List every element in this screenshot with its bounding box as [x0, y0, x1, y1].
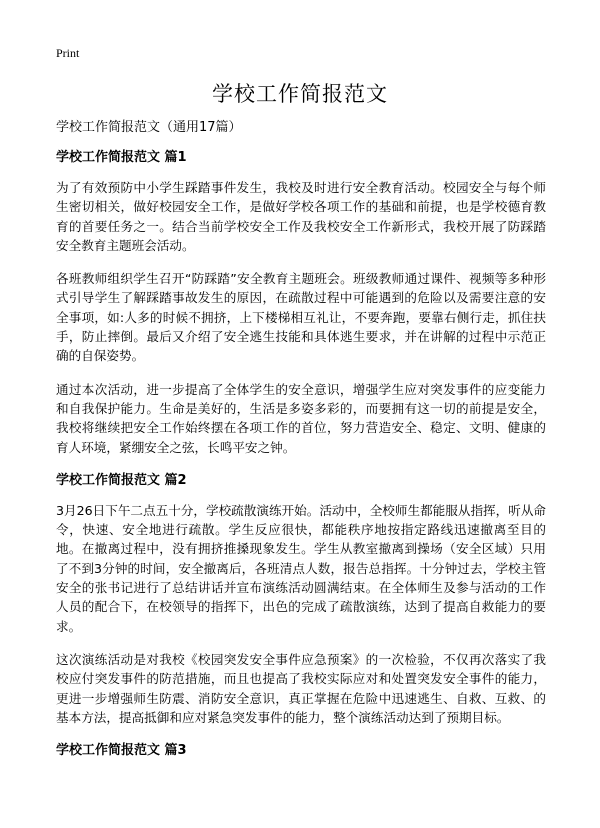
paragraph: 为了有效预防中小学生踩踏事件发生，我校及时进行安全教育活动。校园安全与每个师生密切相关，做好校园安全工作，是做好学校各项工作的基础和前提，也是学校德育教育的首要任务之一。结合当前学校安全工作及我校安全工作新形式，我校开展了防踩踏安全教育主题班会活动。	[56, 180, 546, 253]
document-body	[56, 118, 546, 771]
print-label: Print	[56, 46, 80, 60]
section-heading: 学校工作简报范文 篇1	[56, 150, 187, 165]
paragraph: 各班教师组织学生召开“防踩踏”安全教育主题班会。班级教师通过课件、视频等多种形式引导学生了解踩踏事故发生的原因，在疏散过程中可能遇到的危险以及需要注意的安全事项，如:人多的时候不拥挤，上下楼梯相互礼让，不要奔跑，要靠右侧行走，抓住扶手，防止摔倒。最后又介绍了安全逃生技能和具体逃生要求，并在讲解的过程中示范正确的自保姿势。	[56, 271, 546, 364]
paragraph: 这次演练活动是对我校《校园突发安全事件应急预案》的一次检验，不仅再次落实了我校应付突发事件的防范措施，而且也提高了我校实际应对和处置突发安全事件的能力，更进一步增强师生防震、消防安全意识，真正掌握在危险中迅速逃生、自救、互救、的基本方法，提高抵御和应对紧急突发事件的能力，整个演练活动达到了预期目标。	[56, 651, 546, 725]
document-title: 学校工作简报范文	[212, 82, 388, 106]
document-subtitle: 学校工作简报范文（通用17篇）	[56, 120, 242, 135]
section-heading: 学校工作简报范文 篇3	[56, 743, 187, 759]
paragraph: 通过本次活动，进一步提高了全体学生的安全意识，增强学生应对突发事件的应变能力和自我保护能力。生命是美好的，生活是多姿多彩的，而要拥有这一切的前提是安全，我校将继续把安全工作始终摆在各项工作的首位，努力营造安全、稳定、文明、健康的育人环境，紧绷安全之弦，长鸣平安之钟。	[56, 381, 546, 455]
section-heading: 学校工作简报范文 篇2	[56, 472, 187, 488]
paragraph: 3月26日下午二点五十分，学校疏散演练开始。活动中，全校师生都能服从指挥，听从命令，快速、安全地进行疏散。学生反应很快，都能秩序地按指定路线迅速撤离至目的地。在撤离过程中，没有拥挤推搡现象发生。学生从教室撤离到操场（安全区域）只用了不到3分钟的时间，安全撤离后，各班清点人数，报告总指挥。十分钟过去，学校主管安全的张书记进行了总结讲话并宣布演练活动圆满结束。在全体师生及参与活动的工作人员的配合下，在校领导的指挥下，出色的完成了疏散演练，达到了提高自救能力的要求。	[56, 502, 547, 634]
